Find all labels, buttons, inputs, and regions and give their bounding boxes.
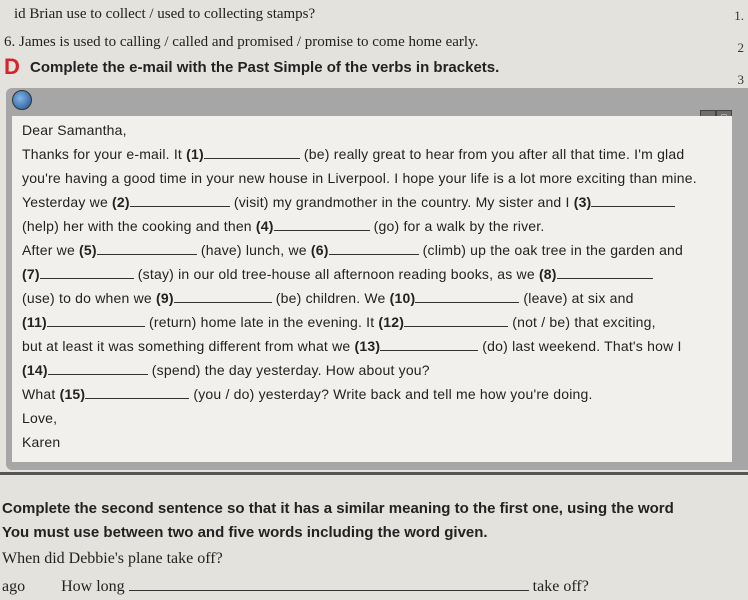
section-letter: D [4,54,20,79]
answer-blank [557,266,653,279]
email-line [22,218,544,234]
line-text: Dear Samantha, [22,122,127,138]
blank-number: (3) [573,194,592,210]
line-text: (not / be) that exciting, [508,314,656,330]
divider [0,472,748,475]
line-text: but at least it was something different from what we [22,338,355,354]
answer-blank [274,218,370,231]
line-text: What [22,386,60,402]
line-text: Karen [22,434,61,450]
blank-number: (6) [310,242,329,258]
exercise-item-5 [14,6,315,23]
line-text: (go) for a walk by the river. [369,218,545,234]
line-text: (return) home late in the evening. It [144,314,379,330]
answer-blank [129,578,529,591]
prompt-end: take off? [532,578,589,595]
line-text: Love, [22,410,58,426]
blank-number: (13) [354,338,381,354]
email-line [22,290,634,306]
answer-blank [130,194,230,207]
answer-blank [97,242,197,255]
blank-number: (14) [22,362,48,378]
line-text: (be) really great to hear from you after all that time. I'm glad [299,146,685,162]
answer-blank [40,266,134,279]
email-window-titlebar [6,88,748,110]
line-text: After we [22,242,80,258]
answer-blank [329,242,419,255]
line-text: Yesterday we [22,194,113,210]
email-line [22,170,697,186]
question-sentence: When did Debbie's plane take off? [2,550,223,567]
email-line [22,362,430,378]
email-body [12,116,732,462]
line-text: (climb) up the oak tree in the garden and [418,242,684,258]
email-line [22,242,683,258]
section-d-header [4,54,499,80]
email-line [22,122,127,138]
email-line [22,386,593,402]
blank-number: (1) [186,146,204,162]
line-text: (use) to do when we [22,290,156,306]
blank-number: (11) [22,314,47,330]
email-line [22,266,653,282]
keyword: ago [2,578,26,595]
section-title: Complete the e-mail with the Past Simple of the verbs in brackets. [30,58,500,76]
blank-number: (15) [59,386,86,402]
line-text: (spend) the day yesterday. How about you? [147,362,430,378]
line-text: Thanks for your e-mail. It [22,146,187,162]
line-text: (help) her with the cooking and then [22,218,256,234]
blank-number: (4) [255,218,274,234]
margin-number: 1. [734,8,744,23]
blank-number: (8) [538,266,557,282]
answer-blank [380,338,478,351]
prompt-start: How long [61,578,125,595]
blank-number: (10) [389,290,416,306]
answer-blank [48,362,148,375]
line-text: (stay) in our old tree-house all afternoon reading books, as we [133,266,539,282]
answer-blank [85,386,189,399]
line-text: (be) children. We [271,290,390,306]
question-prompt [2,578,589,596]
globe-icon [12,90,32,110]
exercise-item-6 [4,34,478,51]
email-line [22,194,675,210]
blank-number: (12) [378,314,405,330]
email-line [22,410,57,426]
instruction-line: You must use between two and five words including the word given. [2,524,488,541]
line-text: (leave) at six and [519,290,634,306]
email-line [22,338,682,354]
answer-blank [174,290,272,303]
email-window [6,88,748,470]
email-line [22,314,656,330]
blank-number: (7) [22,266,40,282]
email-line [22,146,684,162]
line-text: you're having a good time in your new house in Liverpool. I hope your life is a lot more exciting than mine. [22,170,697,186]
answer-blank [404,314,508,327]
line-text: (have) lunch, we [196,242,311,258]
line-text: (visit) my grandmother in the country. My sister and I [229,194,574,210]
answer-blank [415,290,519,303]
blank-number: (9) [155,290,174,306]
answer-blank [204,146,300,159]
item5-text: id Brian use to collect / used to collecting stamps? [14,6,316,22]
margin-number: 2 [737,40,744,55]
answer-blank [47,314,145,327]
instruction-line: Complete the second sentence so that it has a similar meaning to the first one, using the word [2,500,674,517]
line-text: (you / do) yesterday? Write back and tell me how you're doing. [189,386,593,402]
email-line [22,434,60,450]
blank-number: (2) [112,194,130,210]
answer-blank [591,194,675,207]
item6-text: 6. James is used to calling / called and promised / promise to come home early. [4,34,479,50]
blank-number: (5) [79,242,97,258]
line-text: (do) last weekend. That's how I [478,338,682,354]
margin-number: 3 [737,72,744,87]
